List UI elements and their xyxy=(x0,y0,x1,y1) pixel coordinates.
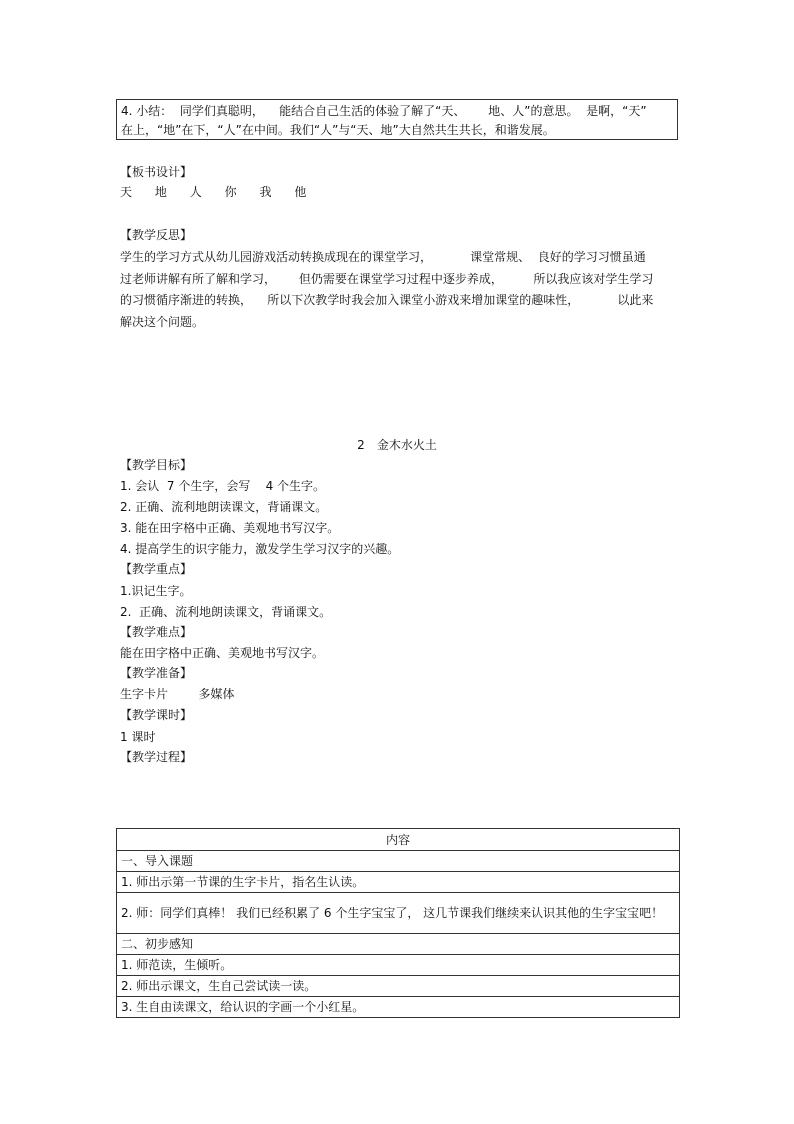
table-row xyxy=(117,955,680,976)
reflection-heading: 【教学反思】 xyxy=(120,228,193,242)
table-row xyxy=(117,872,680,893)
table-cell: 1. 师出示第一节课的生字卡片，指名生认读。 xyxy=(117,872,680,893)
key-point-item: 1.识记生字。 xyxy=(120,584,192,598)
table-row xyxy=(117,934,680,955)
table-cell: 3. 生自由读课文，给认识的字画一个小红星。 xyxy=(117,997,680,1018)
summary-line-1: 4. 小结： 同学们真聪明， 能结合自己生活的体验了解了“天、 地、人”的意思。 是啊，“天” xyxy=(121,104,647,118)
lesson-title xyxy=(0,437,794,453)
preparation-text: 生字卡片 多媒体 xyxy=(120,687,235,701)
reflection-line: 学生的学习方式从幼儿园游戏活动转换成现在的课堂学习， 课堂常规、 良好的学习习惯虽通 xyxy=(120,250,646,264)
reflection-line: 的习惯循序渐进的转换， 所以下次教学时我会加入课堂小游戏来增加课堂的趣味性， 以此来 xyxy=(120,293,654,307)
board-design-heading: 【板书设计】 xyxy=(120,165,193,179)
reflection-text xyxy=(120,247,680,333)
difficulties-heading: 【教学难点】 xyxy=(120,625,193,639)
lesson-number: 2 xyxy=(357,438,365,452)
reflection-line: 过老师讲解有所了解和学习， 但仍需要在课堂学习过程中逐步养成， 所以我应该对学生学习 xyxy=(120,271,654,286)
key-point-item: 2. 正确、流利地朗读课文，背诵课文。 xyxy=(120,605,332,619)
table-header-cell: 内容 xyxy=(117,829,680,851)
lesson-name: 金木水火土 xyxy=(376,438,437,452)
class-hours-text: 1 课时 xyxy=(120,730,156,744)
table-cell: 2. 师出示课文，生自己尝试读一读。 xyxy=(117,976,680,997)
key-points-heading: 【教学重点】 xyxy=(120,562,193,576)
objective-item: 2. 正确、流利地朗读课文，背诵课文。 xyxy=(120,500,328,514)
table-cell: 2. 师：同学们真棒！ 我们已经积累了 6 个生字宝宝了， 这几节课我们继续来认识其他的生字宝宝吧！ xyxy=(117,893,680,934)
class-hours-heading: 【教学课时】 xyxy=(120,708,193,722)
table-cell: 一、导入课题 xyxy=(117,851,680,872)
table-cell: 1. 师范读，生倾听。 xyxy=(117,955,680,976)
process-heading: 【教学过程】 xyxy=(120,750,193,764)
table-row xyxy=(117,851,680,872)
difficulties-text: 能在田字格中正确、美观地书写汉字。 xyxy=(120,646,325,660)
table-row xyxy=(117,976,680,997)
board-design-chars: 天 地 人 你 我 他 xyxy=(120,185,307,199)
table-row xyxy=(117,893,680,934)
table-row xyxy=(117,997,680,1018)
objectives-heading: 【教学目标】 xyxy=(120,458,193,472)
preparation-heading: 【教学准备】 xyxy=(120,666,193,680)
objective-item: 3. 能在田字格中正确、美观地书写汉字。 xyxy=(120,521,340,535)
table-header-row xyxy=(117,829,680,851)
content-table xyxy=(116,828,680,1018)
table-cell: 二、初步感知 xyxy=(117,934,680,955)
objective-item: 4. 提高学生的识字能力，激发学生学习汉字的兴趣。 xyxy=(120,542,400,556)
summary-box xyxy=(116,99,678,140)
objective-item: 1. 会认 7 个生字，会写 4 个生字。 xyxy=(120,479,326,493)
summary-line-2: 在上，“地”在下，“人”在中间。我们“人”与“天、地”大自然共生共长，和谐发展。 xyxy=(121,123,555,137)
reflection-line: 解决这个问题。 xyxy=(120,314,205,329)
